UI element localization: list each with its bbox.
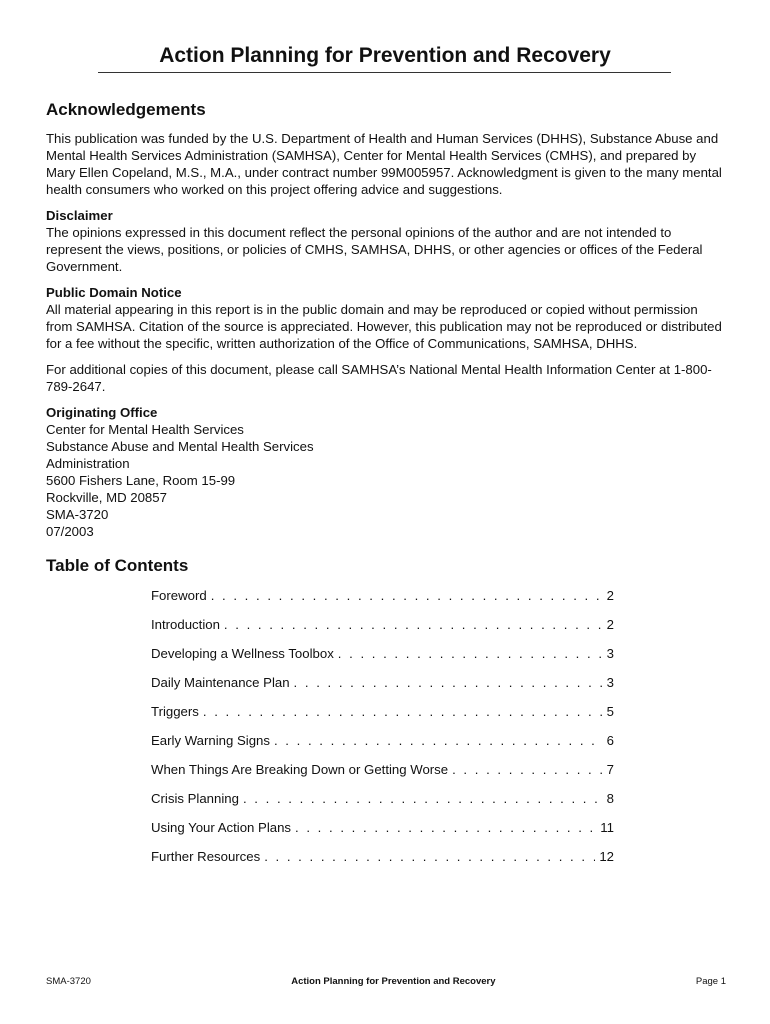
disclaimer-heading: Disclaimer xyxy=(46,208,113,223)
page-title: Action Planning for Prevention and Recovery xyxy=(159,44,611,67)
footer-page-number: Page 1 xyxy=(695,976,726,987)
toc-leader xyxy=(224,617,603,632)
toc-entry-label: Early Warning Signs xyxy=(151,733,270,748)
toc-entry-introduction[interactable] xyxy=(151,617,614,646)
toc-leader xyxy=(211,588,603,603)
toc-entry-early-warning[interactable] xyxy=(151,733,614,762)
toc-leader xyxy=(294,675,603,690)
footer-title: Action Planning for Prevention and Recovery xyxy=(291,976,496,987)
toc-leader xyxy=(274,733,603,748)
toc-entry-page: 11 xyxy=(600,820,614,835)
toc-entry-further-resources[interactable] xyxy=(151,849,614,878)
toc-entry-crisis-planning[interactable] xyxy=(151,791,614,820)
toc-entry-label: When Things Are Breaking Down or Getting Worse xyxy=(151,762,449,777)
originating-office-section xyxy=(46,404,726,540)
toc-entry-using-action-plans[interactable] xyxy=(151,820,614,849)
toc-entry-wellness-toolbox[interactable] xyxy=(151,646,614,675)
table-of-contents xyxy=(46,588,614,878)
disclaimer-section xyxy=(46,207,726,275)
disclaimer-text: The opinions expressed in this document reflect the personal opinions of the author and are not intended to represent the views, positions, or policies of CMHS, SAMHSA, DHHS, or other agencies or offices of the Federal Government. xyxy=(46,225,703,274)
office-line: Center for Mental Health Services xyxy=(46,422,244,437)
originating-office-heading: Originating Office xyxy=(46,405,158,420)
public-domain-text: All material appearing in this report is in the public domain and may be reproduced or copied without permission from SAMHSA. Citation of the source is appreciated. However, this publication may not be reproduced or distributed for a fee without the specific, written authorization of the Office of Communications, SAMHSA, DHHS. xyxy=(46,302,722,351)
toc-leader xyxy=(338,646,603,661)
office-line: 07/2003 xyxy=(46,524,94,539)
title-rule xyxy=(98,72,671,73)
copies-note: For additional copies of this document, please call SAMHSA’s National Mental Health Information Center at 1-800-789-2647. xyxy=(46,362,712,394)
toc-leader xyxy=(295,820,596,835)
toc-entry-breaking-down[interactable] xyxy=(151,762,614,791)
toc-entry-daily-maintenance[interactable] xyxy=(151,675,614,704)
toc-leader xyxy=(243,791,603,806)
toc-entry-page: 8 xyxy=(606,791,614,806)
toc-entry-page: 3 xyxy=(606,646,614,661)
office-line: Rockville, MD 20857 xyxy=(46,490,167,505)
toc-entry-label: Crisis Planning xyxy=(151,791,239,806)
toc-entry-page: 7 xyxy=(606,762,614,777)
acknowledgements-text: This publication was funded by the U.S. Department of Health and Human Services (DHHS), Substance Abuse and Mental Health Services Administration (SAMHSA), Center for Mental Health Services (CMHS), and prepared by Mary Ellen Copeland, M.S., M.A., under contract number 99M005957. Acknowledgment is given to the many mental health consumers who worked on this project offering advice and suggestions. xyxy=(46,131,722,197)
toc-heading: Table of Contents xyxy=(46,556,189,575)
office-line: Administration xyxy=(46,456,130,471)
toc-entry-page: 3 xyxy=(606,675,614,690)
toc-leader xyxy=(264,849,595,864)
toc-entry-page: 12 xyxy=(599,849,614,864)
toc-entry-foreword[interactable] xyxy=(151,588,614,617)
toc-entry-page: 5 xyxy=(606,704,614,719)
toc-entry-label: Developing a Wellness Toolbox xyxy=(151,646,334,661)
office-line: 5600 Fishers Lane, Room 15-99 xyxy=(46,473,236,488)
page-footer xyxy=(46,976,726,987)
toc-leader xyxy=(452,762,603,777)
toc-entry-label: Foreword xyxy=(151,588,207,603)
toc-entry-page: 2 xyxy=(606,617,614,632)
office-line: Substance Abuse and Mental Health Services xyxy=(46,439,314,454)
toc-entry-label: Daily Maintenance Plan xyxy=(151,675,290,690)
toc-entry-label: Using Your Action Plans xyxy=(151,820,292,835)
toc-entry-label: Introduction xyxy=(151,617,220,632)
toc-entry-page: 2 xyxy=(606,588,614,603)
toc-entry-page: 6 xyxy=(606,733,614,748)
toc-leader xyxy=(203,704,603,719)
toc-entry-label: Triggers xyxy=(151,704,199,719)
toc-entry-label: Further Resources xyxy=(151,849,261,864)
footer-doc-code: SMA-3720 xyxy=(46,976,91,987)
public-domain-section xyxy=(46,284,726,352)
toc-entry-triggers[interactable] xyxy=(151,704,614,733)
office-line: SMA-3720 xyxy=(46,507,109,522)
public-domain-heading: Public Domain Notice xyxy=(46,285,182,300)
document-body xyxy=(46,100,726,878)
acknowledgements-heading: Acknowledgements xyxy=(46,100,206,119)
